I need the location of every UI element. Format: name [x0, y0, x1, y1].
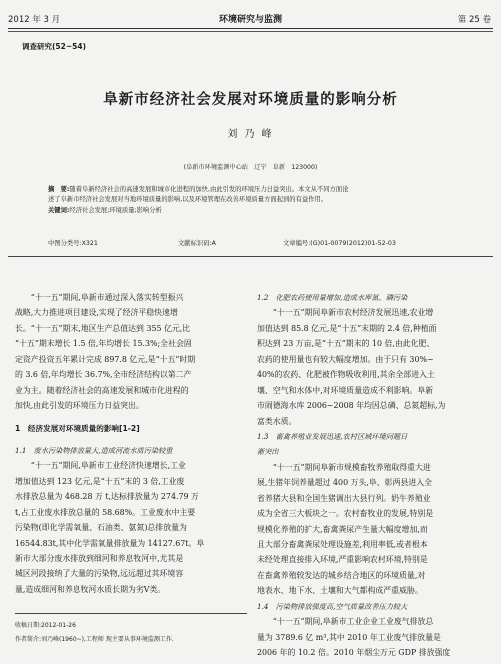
body-text-line: 规模化养殖的扩大,畜禽粪尿产生量大幅度增加,而 — [257, 524, 428, 534]
body-text-line: 在畜禽养殖较发达的城乡结合地区的环境质量,对 — [257, 570, 426, 580]
body-text-line: 定资产投资五年累计完成 897.8 亿元,是“十五”时期 — [15, 354, 196, 364]
body-text-line: 富类水质。 — [257, 416, 297, 426]
body-text-line: 加快,由此引发的环境压力日益突出。 — [15, 401, 144, 411]
keywords-label: 关键词: — [48, 206, 70, 214]
body-text-line: 地表水、地下水、土壤和大气都构成严重威胁。 — [257, 586, 423, 596]
section-heading: 1.4 污染物排放强度高,空气质量改善压力较大 — [257, 601, 408, 611]
body-text-line: 增加值达到 123 亿元,是“十五”末的 3 倍,工业废 — [15, 476, 185, 486]
keywords-line — [48, 206, 453, 216]
right-column — [257, 290, 489, 661]
abstract-line — [48, 185, 453, 195]
body-text-line: 量,造成细河和养息牧河水质长期为劣Ⅴ类。 — [15, 584, 166, 594]
body-text-line: “十一五”期间,阜新市通过深入落实转型振兴 — [30, 293, 184, 302]
body-text-line: 壤、空气和水体中,对环境质量造成不利影响。阜新 — [257, 385, 434, 395]
affiliation: (阜新市环境监测中心站 辽宁 阜新 123000) — [183, 164, 318, 171]
author-bio: 作者简介:刘乃峰(1960~),工程师 现主要从事环境监测工作. — [15, 636, 174, 643]
body-text-line: 的 3.6 倍,年均增长 36.7%,全市经济结构以第二产 — [15, 370, 192, 380]
footnote-rule — [15, 613, 247, 614]
paragraph-gap — [15, 436, 247, 443]
abstract-rule — [8, 256, 493, 257]
body-text-line: 且大部分畜禽粪尿处理设施差,利用率低,或者根本 — [257, 540, 428, 549]
body-text-line: 成为全省三大板块之一。农村畜牧业的发展,特别是 — [257, 509, 434, 519]
section-heading: 渐突出 — [257, 447, 279, 457]
body-text-line: “十一五”期间,阜新市工业企业工业废气排放总 — [272, 617, 434, 627]
body-text-line: 省养猪大县和全国生猪调出大县行列。奶牛养殖业 — [257, 493, 431, 503]
keywords-text: 经济社会发展;环境质量;影响分析 — [69, 206, 162, 214]
body-text-line: 新市大部分废水排放到细河和养息牧河中,尤其是 — [15, 554, 184, 563]
document-code: 文献标识码:A — [178, 240, 216, 247]
body-text-line: 城区河段接纳了大量的污染物,远远超过其环境容 — [15, 569, 184, 579]
body-text-line: 加值达到 85.8 亿元,是“十五”末期的 2.4 倍,种植面 — [257, 323, 437, 333]
body-text-line: 未经处理直接排入环境,严重影响农村环境,特别是 — [257, 555, 428, 565]
body-text-line: 长。“十一五”期末,地区生产总值达到 355 亿元,比 — [15, 323, 191, 333]
body-text-line: 40%的农药、化肥被作物吸收利用,其余全部进入土 — [257, 370, 435, 380]
body-text-line: t,占工业废水排放总量的 58.68%。工业废水中主要 — [15, 507, 196, 517]
section-heading: 1.3 畜禽养殖业发展迅速,农村区域环境问题日 — [257, 431, 408, 441]
body-text-line: 农药的使用量也有较大幅度增加。由于只有 30%~ — [257, 354, 434, 364]
paragraph-gap — [15, 414, 247, 421]
body-text-line: 2006 年的 10.2 倍。2010 年烟尘万元 GDP 排放强度 — [257, 648, 451, 658]
left-column — [15, 290, 247, 597]
body-text-line: “十一五”期间阜新市农村经济发展迅速,农业增 — [272, 308, 434, 318]
section-label: 调查研究(52~54) — [22, 42, 87, 51]
body-text-line: 16544.83t,其中化学需氧量排放量为 14127.67t。阜 — [15, 538, 205, 548]
body-text-line: “十一五”期间阜新市规模畜牧养殖取得重大进 — [272, 462, 431, 472]
running-header — [0, 12, 501, 26]
abstract-line — [48, 195, 453, 205]
section-heading: 1.2 化肥农药使用量增加,造成水库氮、磷污染 — [257, 293, 408, 302]
header-rule-thin — [8, 31, 493, 32]
body-text-line: 业为主。随着经济社会的高速发展和城市化进程的 — [15, 385, 189, 395]
body-text-line: “十一五”期间,阜新市工业经济快速增长,工业 — [30, 461, 186, 471]
body-text-line: 量为 3789.6 亿 m³,其中 2010 年工业废气排放量是 — [257, 632, 441, 642]
abstract-text: 随着阜新经济社会的高速发展和城市化进程的加快,由此引发的环境压力日益突出。本文从不同方面论 — [69, 186, 349, 193]
abstract-text: 述了阜新市经济社会发展对当地环境质量的影响,以及环境管理在改善环境质量方面起到的有益作用。 — [48, 196, 328, 204]
author-name: 刘 乃 峰 — [227, 129, 274, 140]
section-heading: 1 经济发展对环境质量的影响[1-2] — [15, 423, 140, 433]
received-date: 收稿日期:2012-01-26 — [15, 622, 76, 629]
body-text-line: 积达到 23 万亩,是“十五”期末的 10 倍,由此化肥、 — [257, 339, 435, 349]
body-text-line: 展,生猪年饲养量超过 400 万头,阜、彰两县进入全 — [257, 478, 433, 488]
header-rule — [8, 28, 493, 29]
clc-number: 中图分类号:X321 — [48, 240, 98, 247]
abstract-block — [48, 185, 453, 216]
abstract-label: 摘 要: — [48, 186, 70, 193]
article-title: 阜新市经济社会发展对环境质量的影响分析 — [103, 92, 398, 108]
article-number: 文章编号:(G)01-0079(2012)01-52-03 — [283, 240, 396, 247]
journal-name: 环境研究与监测 — [218, 15, 282, 25]
body-text-line: “十五”期末增长 1.5 倍,年均增长 15.3%;全社会固 — [15, 339, 192, 349]
body-text-line: 污染物(即化学需氧量、石油类、氨氮)总排放量为 — [15, 523, 187, 533]
body-text-line: 水排放总量为 468.28 万 t,达标排放量为 274.79 万 — [15, 492, 199, 502]
issue-date: 2012 年 3 月 — [8, 15, 61, 25]
body-text-line: 战略,大力推进项目建设,实现了经济平稳快速增 — [15, 308, 178, 318]
section-heading: 1.1 废水污染物排放量大,造成河流水质污染较重 — [15, 445, 173, 455]
body-text-line: 市闹德海水库 2006~2008 年均因总磷、总氮超标,为 — [257, 401, 446, 411]
volume-number: 第 25 卷 — [457, 15, 491, 25]
